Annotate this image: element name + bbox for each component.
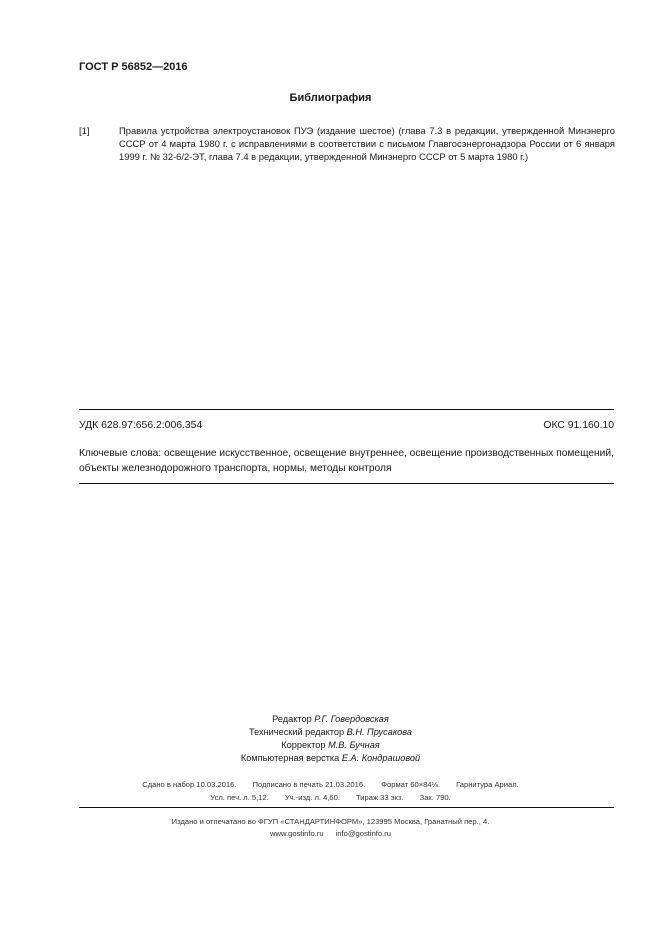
credits-block xyxy=(0,713,661,765)
imprint-line-2: Усл. печ. л. 5,12. Уч.-изд. л. 4,60. Тираж 33 экз. Зак. 790. xyxy=(210,793,451,802)
document-code: ГОСТ Р 56852—2016 xyxy=(79,61,188,73)
publisher-website-link[interactable]: www.gostinfo.ru xyxy=(269,829,324,838)
publisher-address: Издано и отпечатано во ФГУП «СТАНДАРТИНФОРМ», 123995 Москва, Гранатный пер., 4. xyxy=(171,817,490,826)
publisher-block xyxy=(0,816,661,840)
bibliography-number: [1] xyxy=(79,125,90,136)
divider-top xyxy=(79,409,614,410)
credit-tech-editor: Технический редактор В.Н. Прусакова xyxy=(249,727,412,737)
credit-layout: Компьютерная верстка Е.А. Кондрашовой xyxy=(240,753,421,763)
divider-bottom xyxy=(79,807,614,808)
credit-proofreader: Корректор М.В. Бучная xyxy=(281,740,380,750)
section-title: Библиография xyxy=(289,92,372,104)
imprint-block xyxy=(0,778,661,804)
publisher-email-link[interactable]: info@gostinfo.ru xyxy=(335,829,392,838)
bibliography-text: Правила устройства электроустановок ПУЭ (издание шестое) (глава 7.3 в редакции, утвержденной Минэнерго СССР от 4 марта 1980 г. с исправлениями в соответствии с письмом Главгосэнергонадзора России от 6 января 1999 г. № 32-6/2-ЭТ, глава 7.4 в редакции, утвержденной Минэнерго СССР от 5 марта 1980 г.) xyxy=(119,125,615,162)
credit-editor: Редактор Р.Г. Говердовская xyxy=(272,714,389,724)
publisher-contacts xyxy=(0,828,661,840)
udk-code: УДК 628.97:656.2:006.354 xyxy=(79,420,203,431)
bibliography-entry xyxy=(79,124,615,163)
keywords: Ключевые слова: освещение искусственное, освещение внутреннее, освещение производственных помещений, объекты железнодорожного транспорта, нормы, методы контроля xyxy=(79,448,614,474)
divider-middle xyxy=(79,483,614,484)
oks-code: ОКС 91.160.10 xyxy=(543,420,614,431)
imprint-line-1: Сдано в набор 10.03.2016. Подписано в печать 21.03.2016. Формат 60×84⅛. Гарнитура Ариал. xyxy=(142,780,519,789)
